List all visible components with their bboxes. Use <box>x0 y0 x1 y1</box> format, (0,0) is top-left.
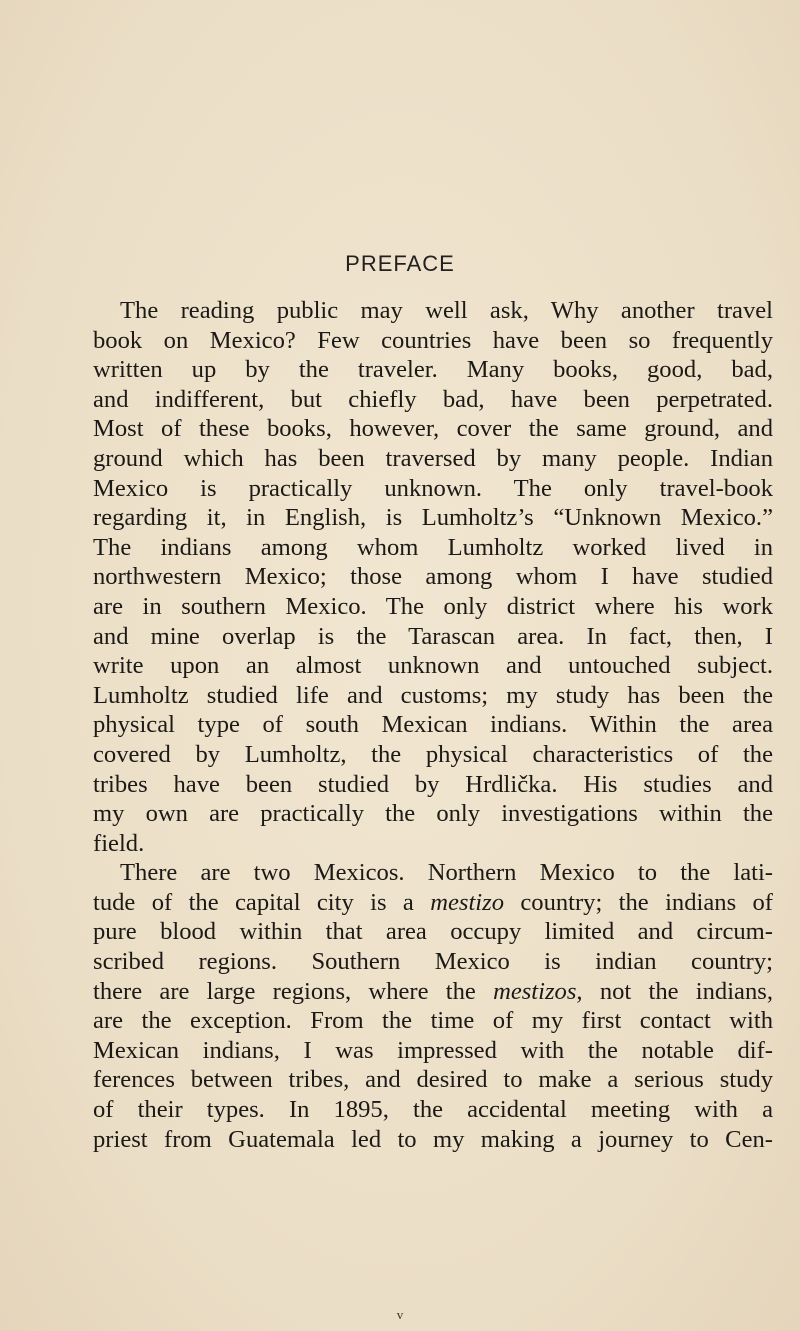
text-line: northwestern Mexico; those among whom I have studied <box>93 563 773 591</box>
text-line: There are two Mexicos. Northern Mexico to the lati- <box>120 859 773 887</box>
text-line: pure blood within that area occupy limited and circum- <box>93 918 773 946</box>
text-line: physical type of south Mexican indians. Within the area <box>93 711 773 739</box>
text-line: book on Mexico? Few countries have been so frequently <box>93 326 773 354</box>
text-line: The indians among whom Lumholtz worked lived in <box>93 533 773 561</box>
italic-term: mestizo <box>430 888 504 916</box>
text-line: The reading public may well ask, Why another travel <box>120 297 773 324</box>
text-line: Most of these books, however, cover the same ground, and <box>93 415 773 443</box>
preface-text <box>93 296 773 1154</box>
preface-heading: PREFACE <box>345 251 455 276</box>
text-line: Mexican indians, I was impressed with the notable dif- <box>93 1036 773 1064</box>
paragraph-1 <box>93 296 773 858</box>
text-line: regarding it, in English, is Lumholtz’s “Unknown Mexico.” <box>93 504 773 532</box>
text-line: of their types. In 1895, the accidental meeting with a <box>93 1096 773 1124</box>
text-run: , not the indians, <box>576 977 773 1005</box>
text-line: scribed regions. Southern Mexico is indian country; <box>93 948 773 976</box>
text-line <box>93 888 773 918</box>
text-run: there are large regions, where the <box>93 977 494 1005</box>
text-line: Lumholtz studied life and customs; my study has been the <box>93 681 773 709</box>
text-line: write upon an almost unknown and untouched subject. <box>93 652 773 680</box>
text-line: priest from Guatemala led to my making a journey to Cen- <box>93 1125 773 1153</box>
text-run: country; the indians of <box>503 888 773 916</box>
text-line <box>93 977 773 1007</box>
text-line: are the exception. From the time of my first contact with <box>93 1007 773 1035</box>
text-line: tribes have been studied by Hrdlička. His studies and <box>93 770 773 798</box>
text-line: covered by Lumholtz, the physical characteristics of the <box>93 740 773 768</box>
text-line: written up by the traveler. Many books, good, bad, <box>93 356 773 384</box>
text-line: and mine overlap is the Tarascan area. In fact, then, I <box>93 622 773 650</box>
text-line: field. <box>93 829 145 857</box>
italic-term: mestizos <box>493 977 577 1005</box>
text-line: are in southern Mexico. The only district where his work <box>93 592 773 620</box>
text-line: ground which has been traversed by many people. Indian <box>93 444 773 472</box>
text-line: my own are practically the only investigations within the <box>93 800 773 828</box>
paragraph-2 <box>93 858 773 1154</box>
text-line: and indifferent, but chiefly bad, have been perpetrated. <box>93 385 773 413</box>
text-line: Mexico is practically unknown. The only travel-book <box>93 474 773 502</box>
text-line: ferences between tribes, and desired to make a serious study <box>93 1066 773 1094</box>
page-number: v <box>396 1307 404 1322</box>
text-run: tude of the capital city is a <box>93 888 431 916</box>
